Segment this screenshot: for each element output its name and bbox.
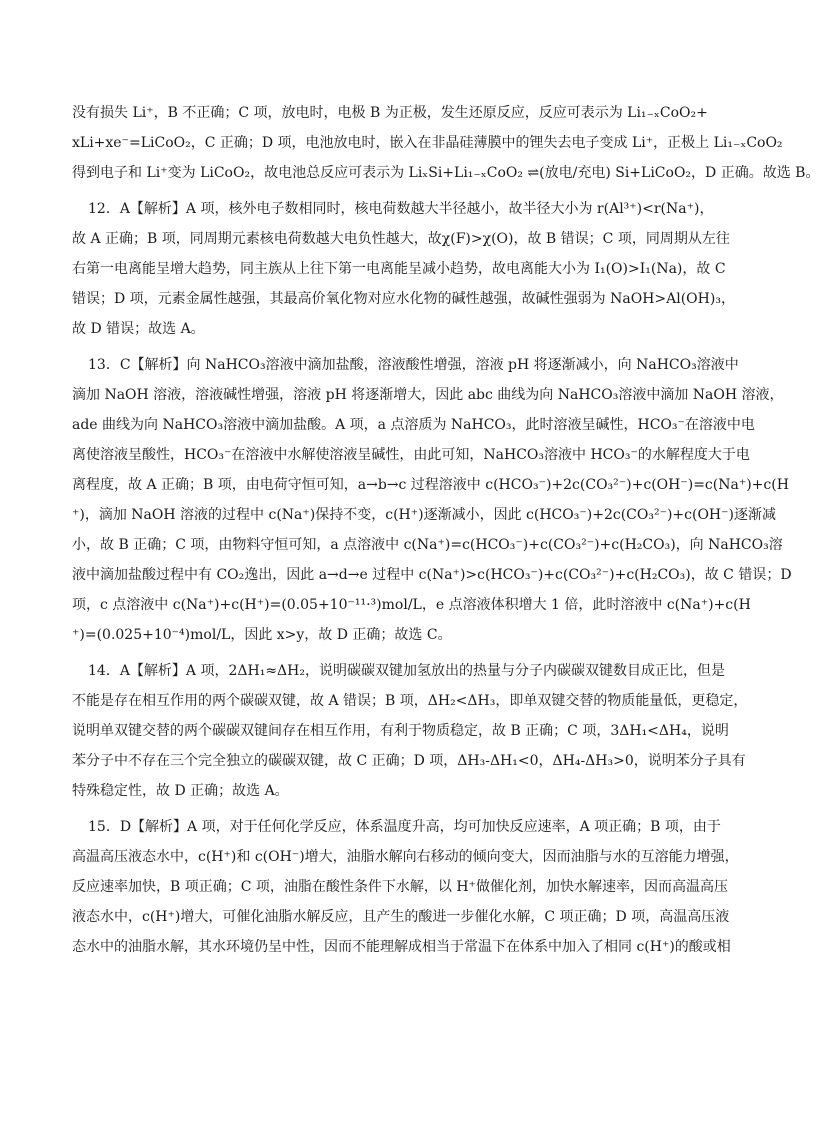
text-line: 不能是存在相互作用的两个碳碳双键，故 A 错误；B 项，ΔH₂<ΔH₃，即单双键交替的物质能量低，更稳定， bbox=[72, 693, 748, 709]
text-line: 说明单双键交替的两个碳碳双键间存在相互作用，有利于物质稳定，故 B 正确；C 项，3ΔH₁<ΔH₄，说明 bbox=[72, 723, 729, 739]
text-line: 态水中的油脂水解，其水环境仍呈中性，因而不能理解成相当于常温下在体系中加入了相同 c(H⁺)的酸或相 bbox=[72, 939, 731, 955]
text-line: 项，c 点溶液中 c(Na⁺)+c(H⁺)=(0.05+10⁻¹¹·³)mol/L，e 点溶液体积增大 1 倍，此时溶液中 c(Na⁺)+c(H bbox=[72, 597, 751, 613]
text-line: 苯分子中不存在三个完全独立的碳碳双键，故 C 正确；D 项，ΔH₃-ΔH₁<0，ΔH₄-ΔH₃>0，说明苯分子具有 bbox=[72, 753, 746, 769]
text-line: 错误；D 项，元素金属性越强，其最高价氧化物对应水化物的碱性越强，故碱性强弱为 NaOH>Al(OH)₃， bbox=[72, 291, 735, 307]
text-line: 右第一电离能呈增大趋势，同主族从上往下第一电离能呈减小趋势，故电离能大小为 I₁(O)>I₁(Na)，故 C bbox=[72, 261, 726, 277]
text-line: 液态水中，c(H⁺)增大，可催化油脂水解反应，且产生的酸进一步催化水解，C 项正确；D 项，高温高压液 bbox=[72, 909, 730, 925]
paragraph-q13 bbox=[72, 350, 792, 650]
text-line: 离程度，故 A 正确；B 项，由电荷守恒可知，a→b→c 过程溶液中 c(HCO₃⁻)+2c(CO₃²⁻)+c(OH⁻)=c(Na⁺)+c(H bbox=[72, 477, 789, 493]
answer-content bbox=[72, 98, 819, 964]
text-line: 小，故 B 正确；C 项，由物料守恒可知，a 点溶液中 c(Na⁺)=c(HCO₃⁻)+c(CO₃²⁻)+c(H₂CO₃)，向 NaHCO₃溶 bbox=[72, 537, 783, 553]
text-line: 离使溶液呈酸性，HCO₃⁻在溶液中水解使溶液呈碱性，由此可知，NaHCO₃溶液中 HCO₃⁻的水解程度大于电 bbox=[72, 447, 750, 463]
text-line: ⁺)，滴加 NaOH 溶液的过程中 c(Na⁺)保持不变，c(H⁺)逐渐减小，因此 c(HCO₃⁻)+2c(CO₃²⁻)+c(OH⁻)逐渐减 bbox=[72, 507, 776, 523]
text-line: xLi+xe⁻=LiCoO₂，C 正确；D 项，电池放电时，嵌入在非晶硅薄膜中的锂失去电子变成 Li⁺，正极上 Li₁₋ₓCoO₂ bbox=[72, 135, 783, 151]
paragraph-q12 bbox=[72, 194, 735, 344]
text-line: ⁺)=(0.025+10⁻⁴)mol/L，因此 x>y，故 D 正确；故选 C。 bbox=[72, 627, 452, 643]
text-line: 13．C【解析】向 NaHCO₃溶液中滴加盐酸，溶液酸性增强，溶液 pH 将逐渐减小，向 NaHCO₃溶液中 bbox=[88, 357, 739, 373]
text-line: 得到电子和 Li⁺变为 LiCoO₂，故电池总反应可表示为 LiₓSi+Li₁₋ₓCoO₂ ⇌(放电/充电) Si+LiCoO₂，D 正确。故选 B。 bbox=[72, 165, 819, 181]
text-line: 反应速率加快，B 项正确；C 项，油脂在酸性条件下水解，以 H⁺做催化剂，加快水解速率，因而高温高压 bbox=[72, 879, 728, 895]
text-line: 特殊稳定性，故 D 正确；故选 A。 bbox=[72, 783, 289, 799]
text-line: 故 A 正确；B 项，同周期元素核电荷数越大电负性越大，故χ(F)>χ(O)，故 B 错误；C 项，同周期从左往 bbox=[72, 231, 730, 247]
paragraph-q14 bbox=[72, 656, 748, 806]
text-line: 14．A【解析】A 项，2ΔH₁≈ΔH₂，说明碳碳双键加氢放出的热量与分子内碳碳双键数目成正比，但是 bbox=[88, 663, 725, 679]
text-line: ade 曲线为向 NaHCO₃溶液中滴加盐酸。A 项，a 点溶质为 NaHCO₃，此时溶液呈碱性，HCO₃⁻在溶液中电 bbox=[72, 417, 755, 433]
text-line: 15．D【解析】A 项，对于任何化学反应，体系温度升高，均可加快反应速率，A 项正确；B 项，由于 bbox=[88, 819, 721, 835]
paragraph-q11-continued bbox=[72, 98, 819, 188]
text-line: 液中滴加盐酸过程中有 CO₂逸出，因此 a→d→e 过程中 c(Na⁺)>c(HCO₃⁻)+c(CO₃²⁻)+c(H₂CO₃)，故 C 错误；D bbox=[72, 567, 792, 583]
text-line: 没有损失 Li⁺，B 不正确；C 项，放电时，电极 B 为正极，发生还原反应，反应可表示为 Li₁₋ₓCoO₂+ bbox=[72, 105, 708, 121]
text-line: 故 D 错误；故选 A。 bbox=[72, 321, 205, 337]
text-line: 滴加 NaOH 溶液，溶液碱性增强，溶液 pH 将逐渐增大，因此 abc 曲线为向 NaHCO₃溶液中滴加 NaOH 溶液， bbox=[72, 387, 784, 403]
paragraph-q15 bbox=[72, 812, 739, 962]
text-line: 高温高压液态水中，c(H⁺)和 c(OH⁻)增大，油脂水解向右移动的倾向变大，因而油脂与水的互溶能力增强， bbox=[72, 849, 739, 865]
text-line: 12．A【解析】A 项，核外电子数相同时，核电荷数越大半径越小，故半径大小为 r(Al³⁺)<r(Na⁺)， bbox=[88, 201, 714, 217]
